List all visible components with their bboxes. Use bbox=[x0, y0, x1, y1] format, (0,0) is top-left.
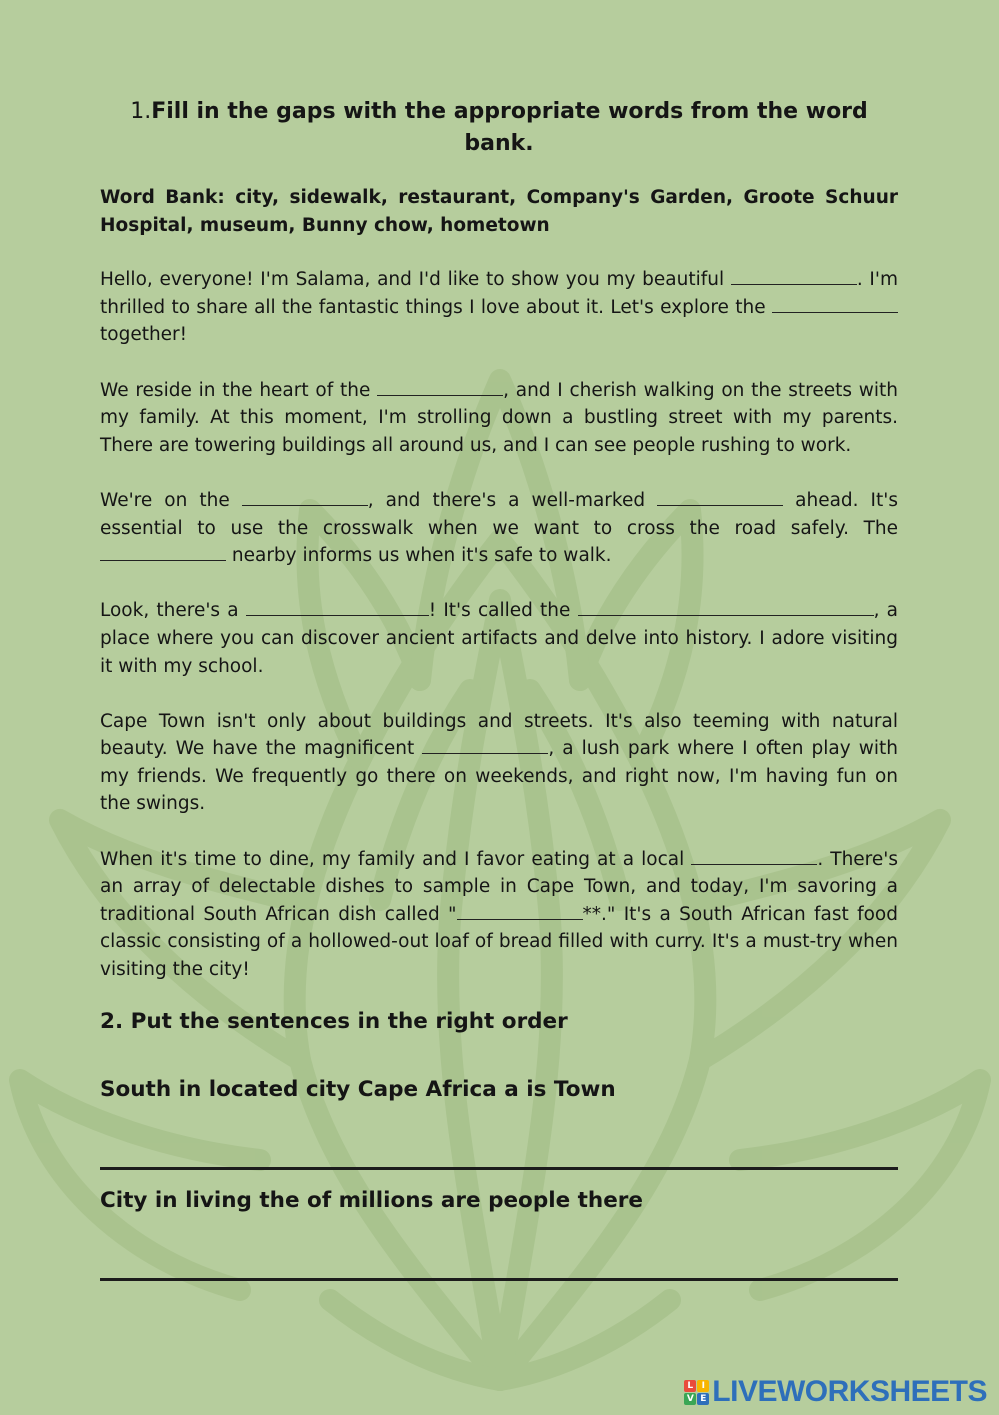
paragraph-1-text-b: . I'm thrilled to share all the fantastic things I love about it. Let's explore the bbox=[100, 269, 898, 318]
logo-tile-v: V bbox=[684, 1393, 696, 1405]
paragraph-4-text-b: ! It's called the bbox=[428, 600, 578, 622]
answer-line-1[interactable] bbox=[100, 1105, 898, 1170]
paragraph-4 bbox=[100, 597, 898, 680]
exercise-1-title-text: Fill in the gaps with the appropriate words from the word bank. bbox=[151, 99, 868, 156]
gap-input-6[interactable] bbox=[100, 542, 226, 561]
paragraph-2 bbox=[100, 377, 898, 460]
gap-input-5[interactable] bbox=[657, 487, 783, 506]
word-bank: Word Bank: city, sidewalk, restaurant, Company's Garden, Groote Schuur Hospital, museum, Bunny chow, hometown bbox=[100, 187, 898, 236]
paragraph-6-text-b: . There's an array of delectable dishes to sample in Cape Town, and today, I'm savoring a traditional South African dish called " bbox=[100, 848, 898, 925]
paragraph-2-text-b: , and I cherish walking on the streets with my family. At this moment, I'm strolling down a bustling street with my parents. There are towering buildings all around us, and I can see people rushing to work. bbox=[100, 379, 898, 456]
paragraph-1 bbox=[100, 266, 898, 349]
logo-tile-e: E bbox=[697, 1393, 709, 1405]
exercise-1-title bbox=[100, 96, 898, 160]
paragraph-6-text-a: When it's time to dine, my family and I favor eating at a local bbox=[100, 848, 692, 870]
paragraph-5 bbox=[100, 708, 898, 818]
gap-input-4[interactable] bbox=[242, 487, 368, 506]
paragraph-5-text-b: , a lush park where I often play with my friends. We frequently go there on weekends, and right now, I'm having fun on the swings. bbox=[100, 738, 899, 815]
answer-line-2[interactable] bbox=[100, 1216, 898, 1281]
gap-input-9[interactable] bbox=[422, 735, 548, 754]
scrambled-sentence-2: City in living the of millions are people there bbox=[100, 1188, 643, 1214]
paragraph-2-text-a: We reside in the heart of the bbox=[100, 379, 378, 401]
gap-input-11[interactable] bbox=[457, 901, 583, 920]
worksheet bbox=[100, 96, 898, 1297]
paragraph-3-text-d: nearby informs us when it's safe to walk. bbox=[226, 545, 612, 567]
liveworksheets-logo bbox=[684, 1375, 987, 1409]
exercise-1-number: 1. bbox=[130, 99, 152, 124]
paragraph-3-text-a: We're on the bbox=[100, 489, 242, 511]
logo-tile-i: I bbox=[697, 1380, 709, 1392]
paragraph-3 bbox=[100, 487, 898, 570]
logo-text: LIVEWORKSHEETS bbox=[712, 1375, 987, 1408]
gap-input-2[interactable] bbox=[772, 294, 898, 313]
paragraph-3-text-c: ahead. It's essential to use the crosswalk when we want to cross the road safely. The bbox=[100, 489, 898, 539]
paragraph-1-text-c: together! bbox=[100, 324, 188, 346]
paragraph-4-text-a: Look, there's a bbox=[100, 600, 246, 622]
logo-tile-l: L bbox=[684, 1380, 696, 1392]
exercise-2-title: 2. Put the sentences in the right order bbox=[100, 1009, 568, 1035]
paragraph-4-text-c: , a place where you can discover ancient artifacts and delve into history. I adore visiting it with my school. bbox=[100, 600, 898, 677]
paragraph-6 bbox=[100, 846, 898, 984]
gap-input-10[interactable] bbox=[691, 846, 817, 865]
gap-input-3[interactable] bbox=[377, 377, 503, 396]
gap-input-1[interactable] bbox=[731, 266, 857, 285]
paragraph-1-text-a: Hello, everyone! I'm Salama, and I'd like to show you my beautiful bbox=[100, 269, 731, 291]
paragraph-5-text-a: Cape Town isn't only about buildings and streets. It's also teeming with natural beauty. We have the magnificent bbox=[100, 710, 898, 760]
gap-input-8[interactable] bbox=[578, 597, 874, 616]
paragraph-6-text-c: **." It's a South African fast food classic consisting of a hollowed-out loaf of bread filled with curry. It's a must-try when visiting the city! bbox=[100, 903, 898, 981]
gap-input-7[interactable] bbox=[246, 597, 429, 616]
logo-tiles-icon bbox=[684, 1380, 709, 1405]
paragraph-3-text-b: , and there's a well-marked bbox=[367, 489, 658, 511]
scrambled-sentence-1: South in located city Cape Africa a is Town bbox=[100, 1077, 616, 1103]
